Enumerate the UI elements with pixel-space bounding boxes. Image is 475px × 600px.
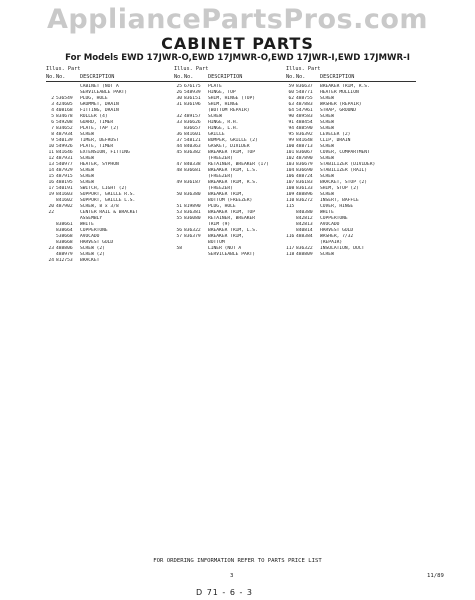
part-description: PLUG, HOLE — [80, 96, 108, 101]
part-no: 488806 — [56, 246, 73, 251]
part-description: BREAKER TRIM, — [208, 192, 244, 197]
part-description: BREAKER TRIM, R.S. — [320, 84, 370, 89]
part-description: (FREEZER) — [208, 186, 233, 191]
illus-no: 48 — [176, 168, 182, 173]
illus-part-label: Illus. Part — [46, 66, 81, 72]
description-label: DESCRIPTION — [320, 74, 355, 80]
parts-rows — [46, 84, 176, 264]
illus-no: 115 — [286, 204, 295, 209]
illus-no: 62 — [288, 96, 294, 101]
part-description: BUMPER, GRILLE (2) — [208, 138, 258, 143]
part-no: 536549 — [56, 96, 73, 101]
part-description: SCREW — [208, 114, 222, 119]
illus-no: 103 — [286, 162, 295, 167]
illus-no: 55 — [176, 216, 182, 221]
part-no: 488979 — [56, 252, 73, 257]
illus-no: 22 — [48, 210, 54, 215]
part-no: 812753 — [56, 258, 73, 263]
illus-no: 108 — [286, 186, 295, 191]
part-no: 488724 — [296, 174, 313, 179]
part-description: CABINET (NOT A — [80, 84, 119, 89]
part-no: 841646 — [56, 150, 73, 155]
part-description: GROMMET, DRAIN — [80, 102, 119, 107]
illus-no: 59 — [288, 84, 294, 89]
part-no: 838661 — [56, 222, 73, 227]
part-description: WHITE — [80, 222, 94, 227]
illus-no: 23 — [48, 246, 54, 251]
table-row — [174, 252, 304, 258]
part-no: 836690 — [296, 168, 313, 173]
part-description: SCREW — [320, 126, 334, 131]
illus-no: 10 — [48, 144, 54, 149]
part-description: FITTING, DRAIN — [80, 108, 119, 113]
part-description: (REPAIR) — [320, 240, 343, 245]
part-no: 549926 — [56, 144, 73, 149]
part-no: 836196 — [184, 102, 201, 107]
part-description: COPPERTONE — [80, 228, 108, 233]
part-no: 841648 — [296, 138, 313, 143]
part-no: 488384 — [296, 234, 313, 239]
description-label: DESCRIPTION — [208, 74, 243, 80]
models-subtitle: For Models EWD 17JWR-O,EWD 17JMWR-O,EWD 17JWR-I,EWD 17JMWR-I — [65, 53, 410, 63]
part-description: COVER, HINGE — [320, 204, 354, 209]
part-description: CENTER RAIL & BRACKET — [80, 210, 139, 215]
illus-no: 64 — [288, 108, 294, 113]
part-description: TIMER, DEFROST — [80, 138, 119, 143]
part-no: 836679 — [296, 162, 313, 167]
part-no: 838668 — [56, 240, 73, 245]
part-description: GRILLE — [208, 132, 225, 137]
part-no: 488896 — [296, 192, 313, 197]
illus-no: 11 — [48, 150, 54, 155]
part-no: 676175 — [184, 84, 201, 89]
illus-no: 4 — [51, 108, 54, 113]
part-description: LINER (NOT A — [208, 246, 242, 251]
part-no: 549208 — [56, 120, 73, 125]
part-no: 840380 — [296, 210, 313, 215]
part-description: ASSEMBLY — [80, 216, 103, 221]
part-description: SCREW — [320, 192, 334, 197]
parts-column-3 — [286, 66, 416, 258]
illus-no: 12 — [48, 156, 54, 161]
illus-no: 9 — [51, 138, 54, 143]
part-description: SCREW — [320, 174, 334, 179]
part-no: 840363 — [184, 144, 201, 149]
part-description: SCREW — [80, 132, 94, 137]
part-description: BRACKET — [80, 258, 100, 263]
description-label: DESCRIPTION — [80, 74, 115, 80]
part-description: HARVEST GOLD — [80, 240, 114, 245]
part-description: CLIP, DRAIN — [320, 138, 351, 143]
part-no: 548121 — [184, 138, 201, 143]
part-no: 487931 — [56, 156, 73, 161]
part-no: 487929 — [56, 168, 73, 173]
part-no: 487890 — [296, 156, 313, 161]
part-description: BOTTOM (FREEZER) — [208, 198, 253, 203]
part-no: 836183 — [296, 180, 313, 185]
part-description: HINGE, L.H. — [208, 126, 239, 131]
part-description: INSULATION, DUCT — [320, 246, 365, 251]
illus-no: 33 — [176, 120, 182, 125]
illus-no: 117 — [286, 246, 295, 251]
part-no: 836379 — [184, 234, 201, 239]
part-description: SHIM, HINGE (TOP) — [208, 96, 256, 101]
part-no: 488809 — [296, 252, 313, 257]
part-description: HARVEST GOLD — [320, 228, 354, 233]
part-no: 487883 — [296, 102, 313, 107]
part-description: SCREW, 8 x 3/8 — [80, 204, 119, 209]
illus-no: 5 — [51, 114, 54, 119]
part-description: PLUG, HOLE — [208, 204, 236, 209]
part-description: SCREW — [320, 96, 334, 101]
page-number: 3 — [230, 573, 234, 579]
table-row — [286, 252, 416, 258]
illus-no: 31 — [176, 102, 182, 107]
part-no: 408168 — [56, 108, 73, 113]
illus-no: 26 — [176, 90, 182, 95]
ordering-note: FOR ORDERING INFORMATION REFER TO PARTS PRICE LIST — [153, 558, 322, 564]
illus-no: 16 — [48, 180, 54, 185]
part-no: 842813 — [296, 222, 313, 227]
watermark: AppliancePartsPros.com — [46, 4, 429, 35]
part-description: SCREW (2) — [80, 246, 105, 251]
illus-no: 25 — [176, 84, 182, 89]
part-no: 487934 — [56, 132, 73, 137]
illus-no: 102 — [286, 156, 295, 161]
part-no: 424605 — [56, 102, 73, 107]
part-description: (FREEZER) — [208, 156, 233, 161]
part-description: SCREW — [80, 156, 94, 161]
part-description: BOTTOM — [208, 240, 225, 245]
part-description: EXTENSION, FITTING — [80, 150, 130, 155]
part-description: BREAKER TRIM, L.S. — [208, 168, 258, 173]
illus-no — [174, 252, 183, 258]
illus-no: 36 — [176, 132, 182, 137]
part-no-label: No. — [56, 74, 66, 80]
part-description: WHITE — [320, 210, 334, 215]
part-no: 840338 — [184, 162, 201, 167]
illus-no: 58 — [176, 246, 182, 251]
part-description: SCREW — [320, 114, 334, 119]
illus-no: 107 — [286, 180, 295, 185]
page-title: CABINET PARTS — [161, 34, 314, 53]
part-description: HINGE, TOP — [208, 90, 236, 95]
part-no: 836067 — [296, 150, 313, 155]
part-description: (BOTTOM REPAIR) — [208, 108, 250, 113]
part-no: 834678 — [56, 114, 73, 119]
part-description: SERVICEABLE PART) — [208, 252, 256, 257]
illus-no: 14 — [48, 168, 54, 173]
part-no: 836381 — [184, 210, 201, 215]
part-description: SCREW — [320, 156, 334, 161]
part-no: 836380 — [184, 192, 201, 197]
part-description: AVOCADO — [320, 222, 340, 227]
part-description: SHIM, STOP (2) — [320, 186, 359, 191]
illus-no: 95 — [288, 132, 294, 137]
part-description: BREAKER TRIM, — [208, 234, 244, 239]
part-no: 836382 — [184, 150, 201, 155]
illus-no: 51 — [176, 204, 182, 209]
part-description: HEATER MULLION — [320, 90, 359, 95]
table-row — [46, 258, 176, 264]
part-no: 836151 — [184, 96, 201, 101]
illus-no: 7 — [51, 126, 54, 131]
illus-no: 91 — [288, 120, 294, 125]
part-no: 819890 — [184, 204, 201, 209]
part-no: 487902 — [56, 204, 73, 209]
part-description: (FREEZER) — [208, 174, 233, 179]
part-description: COPPERTONE — [320, 216, 348, 221]
parts-rows — [174, 84, 304, 258]
illus-part-label: Illus. Part — [174, 66, 209, 72]
illus-no: 6 — [51, 120, 54, 125]
part-no: 836657 — [184, 126, 201, 131]
illus-no: 49 — [176, 180, 182, 185]
document-code: D 71 - 6 - 3 — [196, 588, 254, 597]
part-description: RETAINER, BREAKER (17) — [208, 162, 269, 167]
part-no — [183, 252, 206, 258]
part-description: RETAINER, BREAKER — [208, 216, 256, 221]
illus-no: 50 — [176, 192, 182, 197]
illus-no-label: No. — [174, 74, 184, 80]
part-no-label: No. — [296, 74, 306, 80]
part-description: SCREW — [320, 252, 334, 257]
illus-no: 110 — [286, 198, 295, 203]
part-description: SWITCH, LIGHT (2) — [80, 186, 128, 191]
part-no: 540977 — [56, 162, 73, 167]
illus-no: 53 — [176, 210, 182, 215]
part-description: HEATER, SYPHON — [80, 162, 119, 167]
part-no: 547961 — [296, 108, 313, 113]
part-description: INSERT, BAFFLE — [320, 198, 359, 203]
part-no: 548771 — [296, 90, 313, 95]
illus-no: 63 — [288, 102, 294, 107]
part-no: 842812 — [296, 216, 313, 221]
illus-no: 116 — [286, 234, 295, 239]
part-description: SERVICEABLE PART) — [80, 90, 128, 95]
illus-no: 99 — [288, 138, 294, 143]
part-description: BREAKER TRIM, L.S. — [208, 228, 258, 233]
part-no: 834652 — [56, 126, 73, 131]
part-description: SUPPORT, GRILLE R.S. — [80, 192, 136, 197]
part-description: WASHER, 7/32 — [320, 234, 354, 239]
part-description: STABILIZER (RAIL) — [320, 168, 368, 173]
part-description: SCREW — [320, 144, 334, 149]
illus-no: 60 — [288, 90, 294, 95]
illus-no: 106 — [286, 174, 295, 179]
illus-no: 56 — [176, 228, 182, 233]
illus-no: 44 — [176, 144, 182, 149]
part-no: 540139 — [56, 138, 73, 143]
part-no: 489157 — [184, 114, 201, 119]
illus-no: 15 — [48, 174, 54, 179]
illus-no-label: No. — [286, 74, 296, 80]
illus-no: 90 — [288, 114, 294, 119]
part-no: 488755 — [296, 96, 313, 101]
part-no: 836187 — [184, 180, 201, 185]
part-description: STABILIZER (DIVIDER) — [320, 162, 376, 167]
illus-no: 57 — [176, 234, 182, 239]
part-description: PLATE — [208, 84, 222, 89]
illus-no: 32 — [176, 114, 182, 119]
part-no: 548939 — [184, 90, 201, 95]
part-description: GUARD, TIMER — [80, 120, 114, 125]
illus-no: 100 — [286, 144, 295, 149]
part-no: 838664 — [56, 228, 73, 233]
illus-no: 20 — [48, 204, 54, 209]
illus-no: 45 — [176, 150, 182, 155]
part-no-label: No. — [184, 74, 194, 80]
part-description: PLATE, TIMER — [80, 144, 114, 149]
parts-column-2 — [174, 66, 304, 258]
part-description: AVOCADO — [80, 234, 100, 239]
illus-no: 101 — [286, 150, 295, 155]
illus-no: 13 — [48, 162, 54, 167]
part-description: BREAKER TRIM, TOP — [208, 210, 256, 215]
illus-part-label: Illus. Part — [286, 66, 321, 72]
part-description: WASHER (REPAIR) — [320, 102, 362, 107]
part-description: SCREW (2) — [80, 252, 105, 257]
illus-no: 94 — [288, 126, 294, 131]
illus-no: 2 — [51, 96, 54, 101]
part-no: 836322 — [296, 246, 313, 251]
part-no: 836322 — [184, 228, 201, 233]
part-description: SCREW — [80, 168, 94, 173]
part-no: 836626 — [184, 120, 201, 125]
illus-no: 3 — [51, 102, 54, 107]
illus-no: 24 — [48, 258, 54, 263]
part-description: SCREW — [320, 120, 334, 125]
part-no: 488454 — [296, 120, 313, 125]
part-no: 836681 — [184, 168, 201, 173]
part-no: 840814 — [296, 228, 313, 233]
part-no: 488195 — [56, 180, 73, 185]
part-description: BRACKET, STOP (2) — [320, 180, 368, 185]
illus-no: 109 — [286, 192, 295, 197]
part-description: PLATE, TAP (2) — [80, 126, 119, 131]
parts-rows — [286, 84, 416, 258]
illus-no: 17 — [48, 186, 54, 191]
illus-no: 8 — [51, 132, 54, 137]
part-no: 488590 — [296, 126, 313, 131]
part-no: 836272 — [296, 198, 313, 203]
illus-no: 118 — [286, 252, 295, 257]
part-description: STRAP, GROUND — [320, 108, 356, 113]
part-description: ROLLER (4) — [80, 114, 108, 119]
part-description: GASKET, DIVIDER — [208, 144, 250, 149]
illus-no: 104 — [286, 168, 295, 173]
part-description: SCREW — [80, 174, 94, 179]
illus-no: 47 — [176, 162, 182, 167]
part-description: SCREW — [80, 180, 94, 185]
parts-column-1 — [46, 66, 176, 264]
part-description: COVER, COMPARTMENT — [320, 150, 370, 155]
part-no: 836133 — [296, 186, 313, 191]
part-no: 538668 — [56, 234, 73, 239]
illus-no: 19 — [48, 192, 54, 197]
part-no: 487915 — [56, 174, 73, 179]
part-description: BREAKER TRIM, R.S. — [208, 180, 258, 185]
part-description: BREAKER TRIM, TOP — [208, 150, 256, 155]
part-no: 836392 — [296, 132, 313, 137]
part-no: 489583 — [296, 114, 313, 119]
part-no: 540191 — [56, 186, 73, 191]
part-description: SHIM, HINGE — [208, 102, 239, 107]
date-code: 11/89 — [427, 573, 444, 579]
part-description: HINGE, R.H. — [208, 120, 239, 125]
part-no: 488713 — [296, 144, 313, 149]
illus-no: 37 — [176, 138, 182, 143]
part-no: 841603 — [56, 192, 73, 197]
part-no: 841601 — [184, 132, 201, 137]
illus-no: 30 — [176, 96, 182, 101]
part-description: TRIM (9) — [208, 222, 231, 227]
part-no: 841602 — [56, 198, 73, 203]
part-description: LEVELER (2) — [320, 132, 351, 137]
illus-no-label: No. — [46, 74, 56, 80]
part-no: 836080 — [184, 216, 201, 221]
part-description: SUPPORT, GRILLE L.S. — [80, 198, 136, 203]
part-no: 836637 — [296, 84, 313, 89]
